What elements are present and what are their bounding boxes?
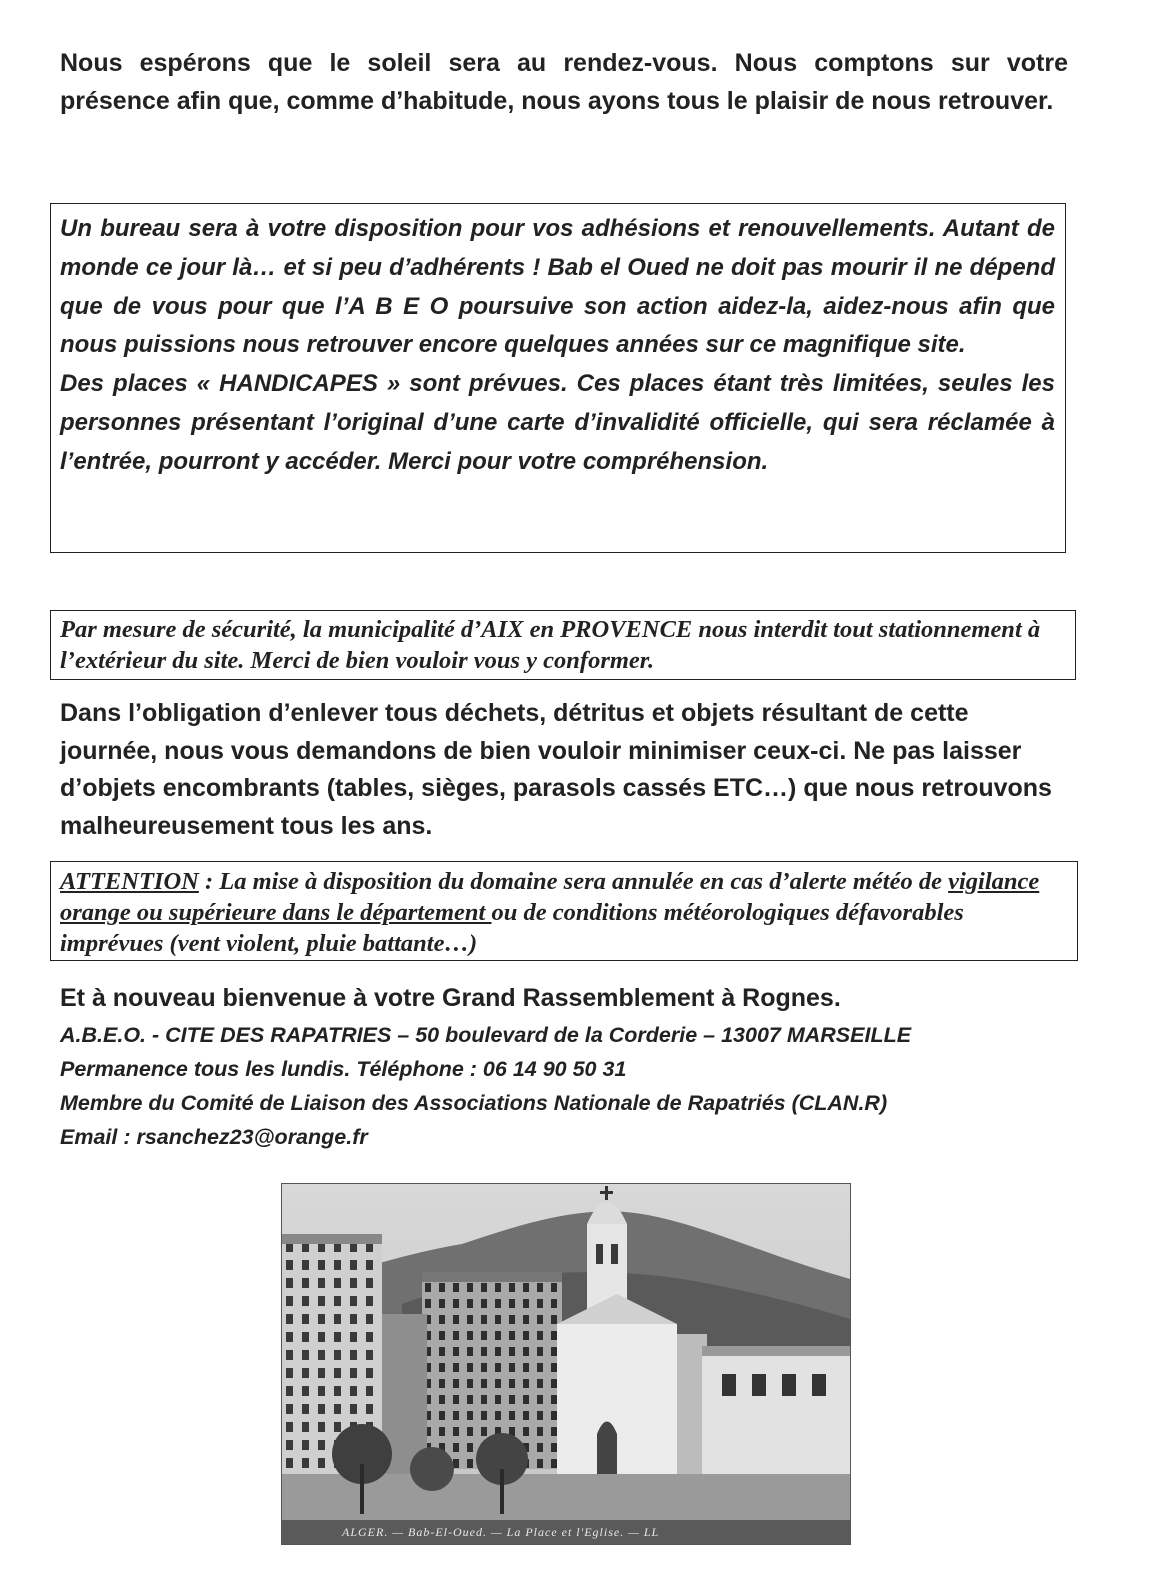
waste-paragraph: Dans l’obligation d’enlever tous déchets, détritus et objets résultant de cette journée, nous vous demandons de bien vouloir minimiser ceux-ci. Ne pas laisser d’objets encombrants (tables, sièges, parasols cassés ETC…) que nous retrouvons malheureusement tous les ans.: [60, 699, 1052, 840]
warning-text-part1: La mise à disposition du domaine sera annulée en cas d’alerte météo de: [219, 868, 949, 895]
postcard-photo: [281, 1183, 851, 1545]
contact-membership: Membre du Comité de Liaison des Associations Nationale de Rapatriés (CLAN.R): [60, 1091, 888, 1115]
church-square-illustration: [282, 1184, 850, 1544]
postcard-caption: ALGER. — Bab-El-Oued. — La Place et l'Eglise. — LL: [282, 1520, 850, 1544]
parking-security-notice-box: Par mesure de sécurité, la municipalité d’AIX en PROVENCE nous interdit tout stationnement à l’extérieur du site. Merci de bien vouloir vous y conformer.: [50, 610, 1076, 680]
contact-email: Email : rsanchez23@orange.fr: [60, 1125, 368, 1149]
contact-block: [60, 1018, 1068, 1154]
attention-label: ATTENTION: [60, 868, 199, 895]
attention-separator: :: [198, 868, 220, 895]
membership-paragraph: Un bureau sera à votre disposition pour vos adhésions et renouvellements. Autant de monde ce jour là… et si peu d’adhérents ! Bab el Oued ne doit pas mourir il ne dépend que de vous pour que l’A B E O poursuive son action aidez-la, aidez-nous afin que nous puissions nous retrouver encore quelques années sur ce magnifique site.: [60, 215, 1055, 359]
welcome-line: Et à nouveau bienvenue à votre Grand Rassemblement à Rognes.: [60, 984, 841, 1012]
handicap-parking-paragraph: Des places « HANDICAPES » sont prévues. Ces places étant très limitées, seules les personnes présentant l’original d’une carte d’invalidité officielle, qui sera réclamée à l’entrée, pourront y accéder. Merci pour votre compréhension.: [60, 370, 1055, 475]
warning-text-part2: ou de conditions météorologiques défavorables imprévues (vent violent, pluie battante…): [60, 899, 964, 957]
membership-notice-box: [50, 203, 1066, 553]
warning-text-underlined: vigilance orange ou supérieure dans le département: [60, 868, 1040, 926]
contact-hours-phone: Permanence tous les lundis. Téléphone : 06 14 90 50 31: [60, 1057, 627, 1081]
intro-paragraph: Nous espérons que le soleil sera au rendez-vous. Nous comptons sur votre présence afin que, comme d’habitude, nous ayons tous le plaisir de nous retrouver.: [60, 49, 1068, 115]
contact-address: A.B.E.O. - CITE DES RAPATRIES – 50 boulevard de la Corderie – 13007 MARSEILLE: [60, 1023, 912, 1047]
weather-warning-box: [50, 861, 1078, 961]
